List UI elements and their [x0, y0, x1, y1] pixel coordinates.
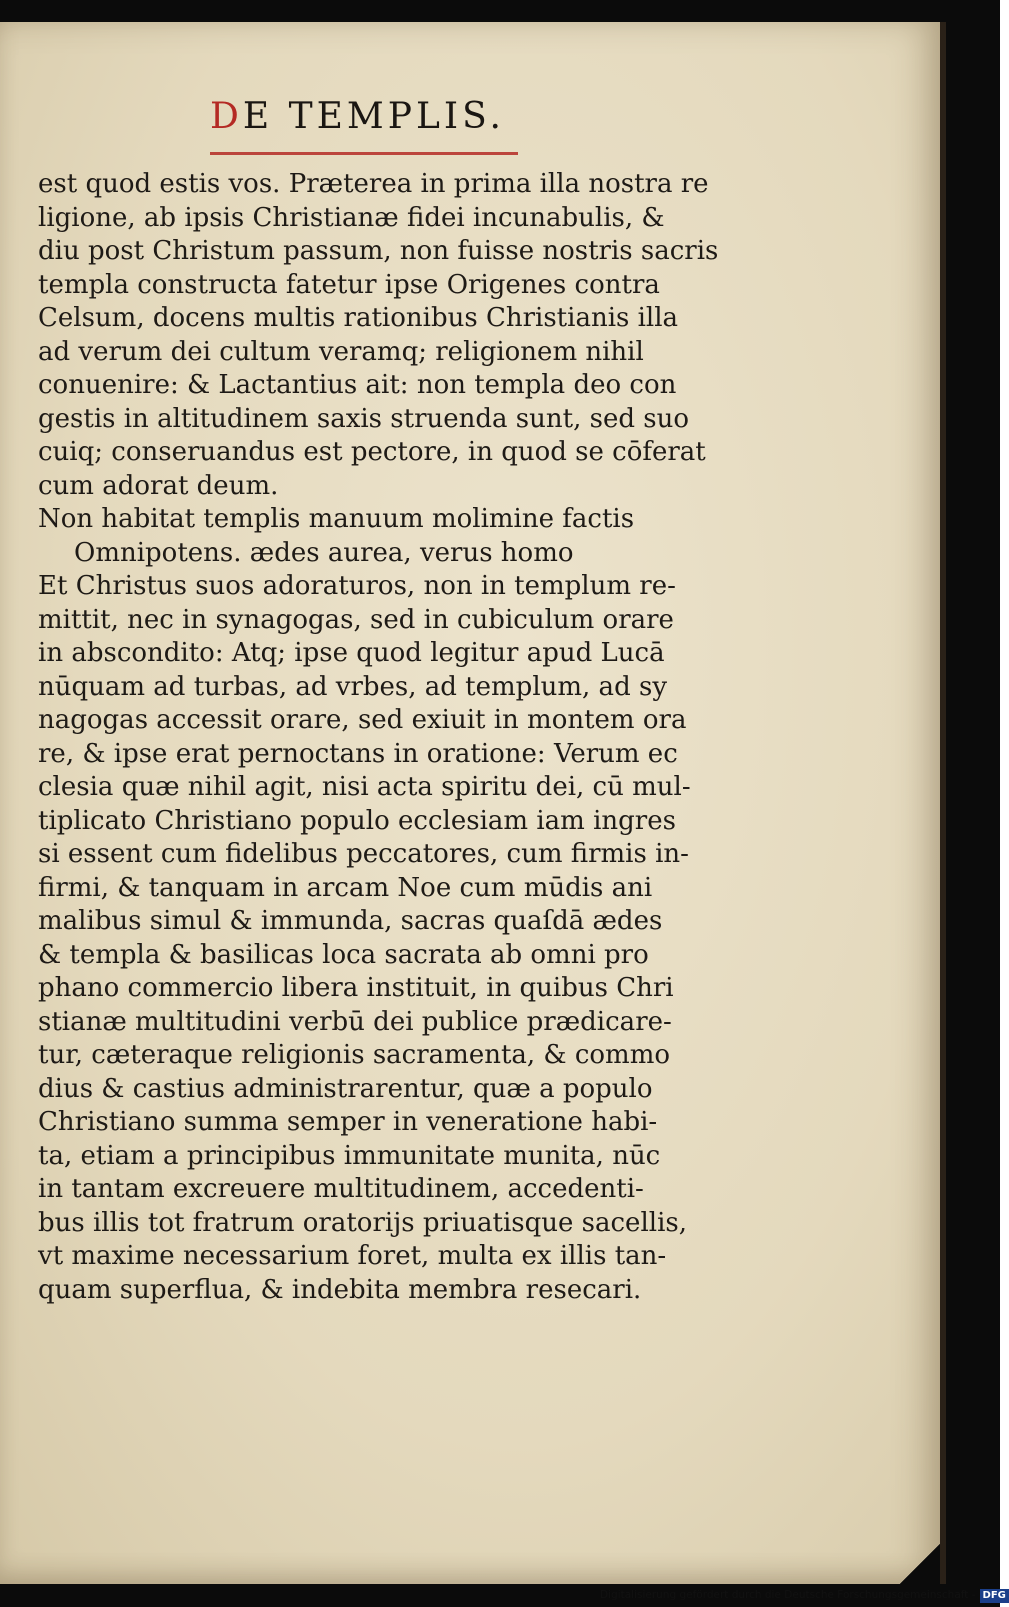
text-line: est quod estis vos. Præterea in prima illa nostra re — [38, 169, 709, 199]
text-line: vt maxime necessarium foret, multa ex illis tan- — [38, 1241, 667, 1271]
text-line: firmi, & tanquam in arcam Noe cum mūdis ani — [38, 872, 653, 903]
text-line: phano commercio libera instituit, in quibus Chri — [38, 973, 674, 1003]
text-line: conuenire: & Lactantius ait: non templa deo con — [38, 370, 677, 400]
header-text: E TEMPLIS. — [242, 96, 505, 137]
text-line: quam superflua, & indebita membra resecari. — [38, 1274, 642, 1305]
text-line: Celsum, docens multis rationibus Christianis illa — [38, 303, 679, 333]
header-underline — [210, 152, 518, 155]
text-line: Et Christus suos adoraturos, non in templum re- — [38, 571, 676, 601]
text-line: ligione, ab ipsis Christianæ fidei incunabulis, & — [38, 202, 665, 233]
text-line: in tantam excreuere multitudinem, accedenti- — [38, 1174, 644, 1204]
text-line: nagogas accessit orare, sed exiuit in montem ora — [38, 705, 687, 735]
text-line: templa constructa fatetur ipse Origenes contra — [38, 269, 660, 300]
footer-credit-text: Digitalisierung gefördert durch die Deutsche Forschungsgemeinschaft - — [600, 1589, 976, 1601]
text-line: & templa & basilicas loca sacrata ab omni pro — [38, 939, 649, 970]
text-line: mittit, nec in synagogas, sed in cubiculum orare — [38, 604, 674, 635]
text-line: clesia quæ nihil agit, nisi acta spiritu dei, cū mul- — [38, 772, 691, 802]
text-line: diu post Christum passum, non fuisse nostris sacris — [38, 236, 719, 266]
text-line: tur, cæteraque religionis sacramenta, & commo — [38, 1040, 671, 1070]
text-line: si essent cum fidelibus peccatores, cum firmis in- — [38, 839, 689, 869]
text-line: in abscondito: Atq; ipse quod legitur apud Lucā — [38, 638, 665, 668]
text-line: cuiq; conseruandus est pectore, in quod se cōferat — [38, 437, 706, 467]
text-line: Omnipotens. ædes aurea, verus homo — [74, 537, 574, 568]
text-line: bus illis tot fratrum oratorijs priuatisque sacellis, — [38, 1207, 687, 1238]
text-line: ta, etiam a principibus immunitate munita, nūc — [38, 1140, 661, 1171]
header-red-initial: D — [210, 96, 243, 137]
page-corner — [900, 1544, 940, 1584]
text-line: stianæ multitudini verbū dei publice prædicare- — [38, 1006, 672, 1037]
body-text — [38, 168, 738, 1307]
dfg-logo: DFG — [980, 1589, 1009, 1603]
text-line: tiplicato Christiano populo ecclesiam iam ingres — [38, 805, 676, 836]
text-line: nūquam ad turbas, ad vrbes, ad templum, ad sy — [38, 671, 668, 702]
text-line: dius & castius administrarentur, quæ a populo — [38, 1073, 653, 1104]
digitization-footer — [600, 1586, 1006, 1604]
text-line: Non habitat templis manuum molimine factis — [38, 504, 635, 534]
running-header — [210, 96, 505, 137]
text-line: Christiano summa semper in veneratione habi- — [38, 1107, 658, 1137]
text-line: gestis in altitudinem saxis struenda sunt, sed suo — [38, 403, 689, 434]
text-line: cum adorat deum. — [38, 470, 279, 501]
text-line: re, & ipse erat pernoctans in oratione: Verum ec — [38, 738, 678, 769]
text-line: malibus simul & immunda, sacras quaſdā ædes — [38, 906, 663, 936]
text-line: ad verum dei cultum veramq; religionem nihil — [38, 336, 644, 367]
